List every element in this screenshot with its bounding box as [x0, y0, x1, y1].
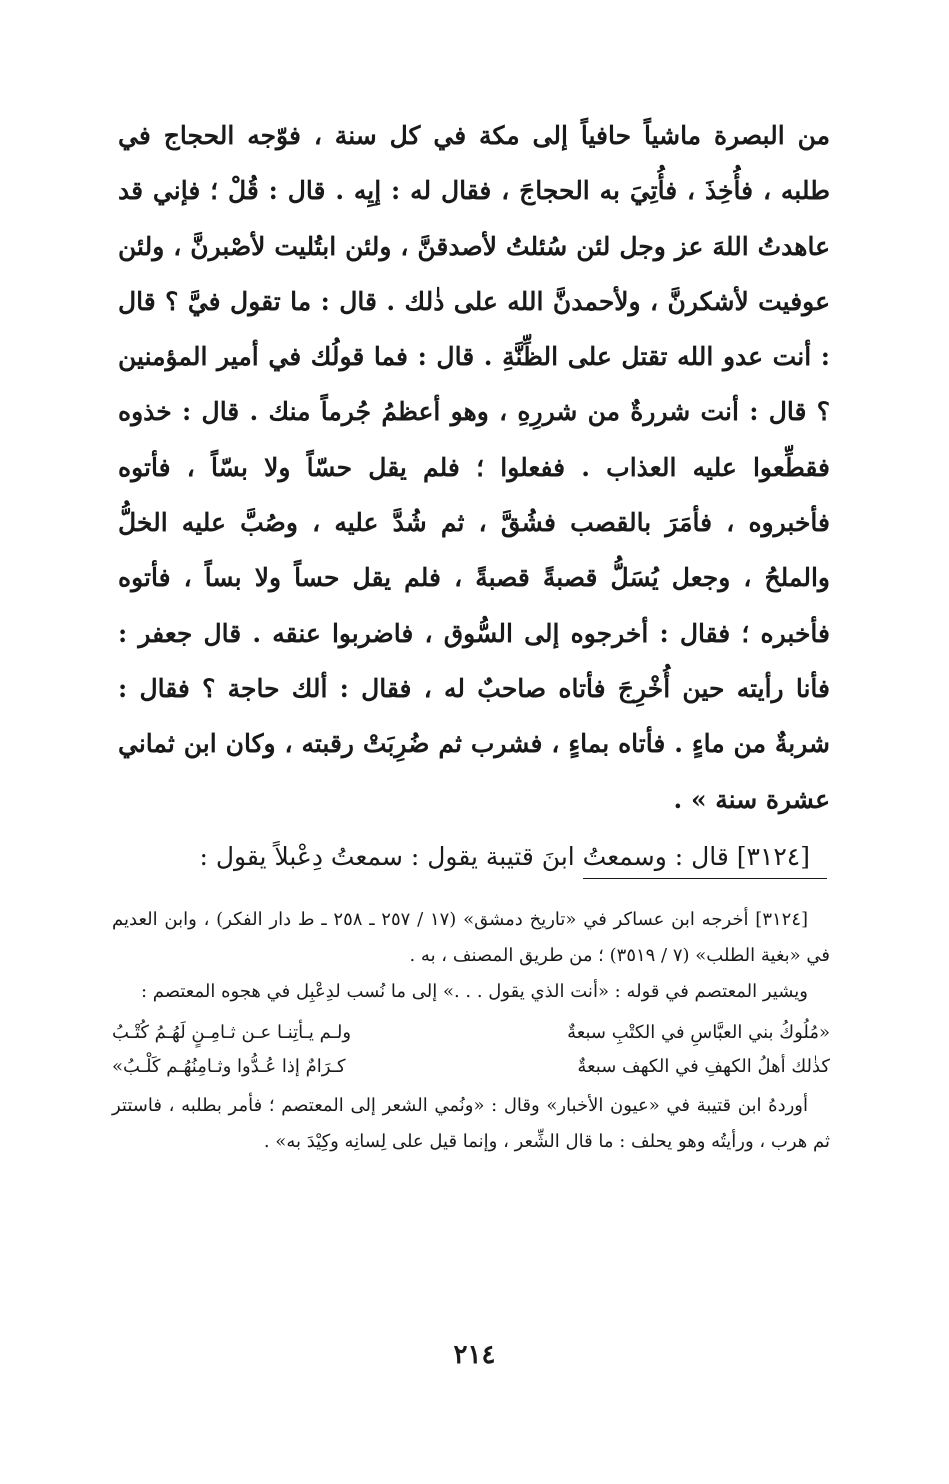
- verse-second-hemistich: ولـم يـأتِنـا عـن ثـامِـنٍ لَهُـمُ كُتْـبُ: [112, 1022, 352, 1043]
- poem: [112, 1016, 830, 1084]
- next-entry-line: [٣١٢٤] قال : وسمعتُ ابنَ قتيبة يقول : سمعتُ دِعْبلاً يقول :: [199, 841, 810, 871]
- verse-second-hemistich: كـرَامٌ إذا عُـدُّوا وثـامِنُهُـم كَلْـبُ»: [112, 1056, 346, 1077]
- main-text: [118, 108, 830, 884]
- footnote-citation: أوردهُ ابن قتيبة في «عيون الأخبار» وقال : «ونُمي الشعر إلى المعتصم ؛ فأمر بطلبه ، فاستتر ثم هرب ، ورأيتُه وهو يحلف : ما قال الشِّعر ، وإنما قيل على لِسانِه وكِيْدَ به» .: [112, 1095, 830, 1152]
- page-number: ٢١٤: [453, 1340, 496, 1370]
- poem-verse: [112, 1016, 830, 1050]
- verse-first-hemistich: كذٰلك أهلُ الكهفِ في الكهف سبعةٌ: [577, 1056, 830, 1077]
- footnotes: [112, 902, 830, 1160]
- footnote-divider: [583, 878, 827, 879]
- narrative-paragraph: من البصرة ماشياً حافياً إلى مكة في كل سنة ، فوّجه الحجاج في طلبه ، فأُخِذَ ، فأُتِيَ به الحجاجَ ، فقال له : إيِه . قال : قُلْ ؛ فإني قد عاهدتُ اللهَ عز وجل لئن سُئلتُ لأصدقنَّ ، ولئن ابتُليت لأصْبرنَّ ، ولئن عوفيت لأشكرنَّ ، ولأحمدنَّ الله على ذٰلك . قال : ما تقول فيَّ ؟ قال : أنت عدو الله تقتل على الظِّنَّةِ . قال : فما قولُك في أمير المؤمنين ؟ قال : أنت شررةٌ من شررِهِ ، وهو أعظمُ جُرماً منك . قال : خذوه فقطِّعوا عليه العذاب . ففعلوا ؛ فلم يقل حسّاً ولا بسّاً ، فأتوه فأخبروه ، فأمَرَ بالقصب فشُقَّ ، ثم شُدَّ عليه ، وصُبَّ عليه الخلُّ والملحُ ، وجعل يُسَلُّ قصبةً قصبةً ، فلم يقل حساً ولا بساً ، فأتوه فأخبره ؛ فقال : أخرجوه إلى السُّوق ، فاضربوا عنقه . قال جعفر : فأنا رأيته حين أُخْرِجَ فأتاه صاحبٌ له ، فقال : ألك حاجة ؟ فقال : شربةٌ من ماءٍ . فأتاه بماءٍ ، فشرب ثم ضُرِبَتْ رقبته ، وكان ابن ثماني عشرة سنة » .: [118, 121, 830, 814]
- poem-verse: [112, 1050, 830, 1084]
- verse-first-hemistich: «مُلُوكُ بني العبَّاسِ في الكتْبِ سبعةٌ: [567, 1022, 830, 1043]
- footnote-source: [٣١٢٤] أخرجه ابن عساكر في «تاريخ دمشق» (١٧ / ٢٥٧ ـ ٢٥٨ ـ ط دار الفكر) ، وابن العديم في «بغية الطلب» (٧ / ٣٥١٩) ؛ من طريق المصنف ، به .: [112, 909, 830, 966]
- footnote-explanation: ويشير المعتصم في قوله : «أنت الذي يقول . . .» إلى ما نُسب لدِعْبِل في هجوه المعتصم :: [140, 981, 808, 1002]
